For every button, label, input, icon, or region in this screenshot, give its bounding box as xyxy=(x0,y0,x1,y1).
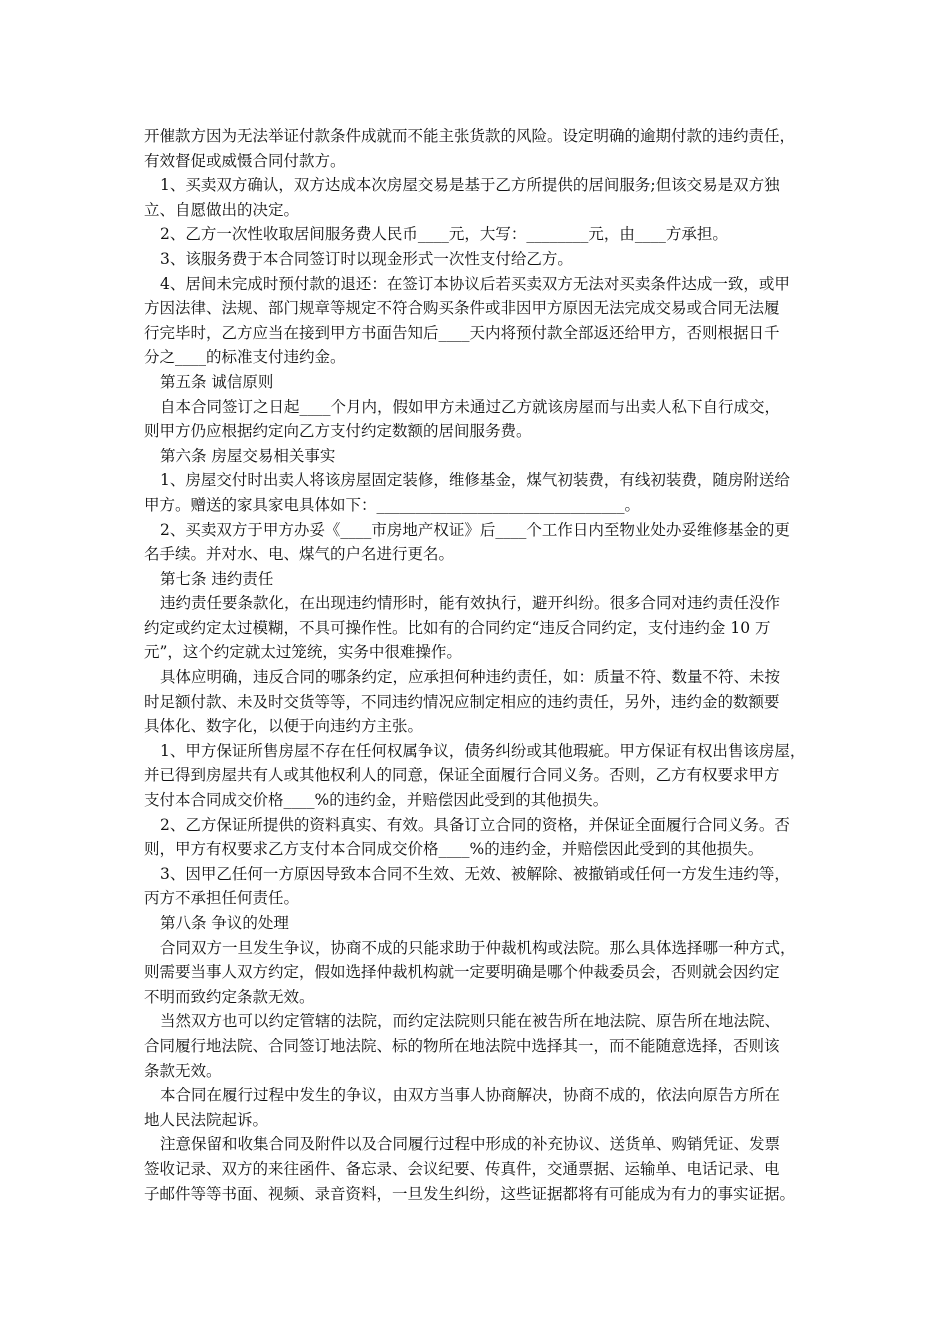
text-line: 名手续。并对水、电、煤气的户名进行更名。 xyxy=(144,545,455,564)
text-line: 1、房屋交付时出卖人将该房屋固定装修，维修基金，煤气初装费，有线初装费，随房附送给 xyxy=(160,471,790,490)
text-line: 当然双方也可以约定管辖的法院，而约定法院则只能在被告所在地法院、原告所在地法院、 xyxy=(160,1012,781,1031)
text-line: 具体化、数字化，以便于向违约方主张。 xyxy=(144,717,424,736)
text-line: 元”，这个约定就太过笼统，实务中很难操作。 xyxy=(144,643,462,662)
text-line: 有效督促或威慑合同付款方。 xyxy=(144,151,346,170)
text-line: 本合同在履行过程中发生的争议，由双方当事人协商解决，协商不成的，依法向原告方所在 xyxy=(160,1086,781,1105)
text-line: 2、买卖双方于甲方办妥《____市房地产权证》后____个工作日内至物业处办妥维修基金的更 xyxy=(160,520,790,539)
text-line: 地人民法院起诉。 xyxy=(144,1110,269,1129)
text-line: 具体应明确，违反合同的哪条约定，应承担何种违约责任，如：质量不符、数量不符、未按 xyxy=(160,668,781,687)
text-line: 立、自愿做出的决定。 xyxy=(144,200,300,219)
text-line: 合同双方一旦发生争议，协商不成的只能求助于仲裁机构或法院。那么具体选择哪一种方式， xyxy=(160,938,796,957)
text-line: 自本合同签订之日起____个月内，假如甲方未通过乙方就该房屋而与出卖人私下自行成交， xyxy=(160,397,781,416)
document-body xyxy=(144,124,814,1206)
text-line: 约定或约定太过模糊，不具可操作性。比如有的合同约定“违反合同约定，支付违约金 10 万 xyxy=(144,618,771,637)
text-line: 甲方。赠送的家具家电具体如下：________________________________。 xyxy=(144,495,641,514)
text-line: 不明而致约定条款无效。 xyxy=(144,987,315,1006)
text-line: 2、乙方一次性收取居间服务费人民币____元，大写：________元，由____方承担。 xyxy=(160,225,728,244)
text-line: 第五条 诚信原则 xyxy=(160,372,274,391)
text-line: 3、该服务费于本合同签订时以现金形式一次性支付给乙方。 xyxy=(160,249,573,268)
text-line: 丙方不承担任何责任。 xyxy=(144,889,300,908)
text-line: 4、居间未完成时预付款的退还：在签订本协议后若买卖双方无法对买卖条件达成一致，或甲 xyxy=(160,274,790,293)
text-line: 条款无效。 xyxy=(144,1061,222,1080)
text-line: 分之____的标准支付违约金。 xyxy=(144,348,346,367)
text-line: 1、甲方保证所售房屋不存在任何权属争议，债务纠纷或其他瑕疵。甲方保证有权出售该房屋， xyxy=(160,741,806,760)
text-line: 1、买卖双方确认，双方达成本次房屋交易是基于乙方所提供的居间服务;但该交易是双方独 xyxy=(160,176,780,195)
text-line: 合同履行地法院、合同签订地法院、标的物所在地法院中选择其一，而不能随意选择，否则该 xyxy=(144,1036,780,1055)
text-line: 行完毕时，乙方应当在接到甲方书面告知后____天内将预付款全部返还给甲方，否则根据日千 xyxy=(144,323,780,342)
text-line: 则甲方仍应根据约定向乙方支付约定数额的居间服务费。 xyxy=(144,422,532,441)
text-line: 第七条 违约责任 xyxy=(160,569,274,588)
text-line: 并已得到房屋共有人或其他权利人的同意，保证全面履行合同义务。否则，乙方有权要求甲方 xyxy=(144,766,780,785)
text-line: 时足额付款、未及时交货等等，不同违约情况应制定相应的违约责任，另外，违约金的数额要 xyxy=(144,692,780,711)
text-line: 则，甲方有权要求乙方支付本合同成交价格____%的违约金，并赔偿因此受到的其他损失。 xyxy=(144,840,764,859)
text-line: 子邮件等等书面、视频、录音资料，一旦发生纠纷，这些证据都将有可能成为有力的事实证据。 xyxy=(144,1184,796,1203)
text-line: 签收记录、双方的来往函件、备忘录、会议纪要、传真件，交通票据、运输单、电话记录、电 xyxy=(144,1159,780,1178)
text-line: 注意保留和收集合同及附件以及合同履行过程中形成的补充协议、送货单、购销凭证、发票 xyxy=(160,1135,781,1154)
text-line: 3、因甲乙任何一方原因导致本合同不生效、无效、被解除、被撤销或任何一方发生违约等， xyxy=(160,864,790,883)
text-line: 第八条 争议的处理 xyxy=(160,914,289,932)
text-line: 开催款方因为无法举证付款条件成就而不能主张货款的风险。设定明确的逾期付款的违约责任， xyxy=(144,127,796,145)
text-line: 违约责任要条款化，在出现违约情形时，能有效执行，避开纠纷。很多合同对违约责任没作 xyxy=(160,594,781,613)
text-line: 第六条 房屋交易相关事实 xyxy=(160,446,336,465)
text-line: 则需要当事人双方约定，假如选择仲裁机构就一定要明确是哪个仲裁委员会，否则就会因约定 xyxy=(144,963,780,982)
text-line: 方因法律、法规、部门规章等规定不符合购买条件或非因甲方原因无法完成交易或合同无法履 xyxy=(144,299,780,318)
text-line: 支付本合同成交价格____%的违约金，并赔偿因此受到的其他损失。 xyxy=(144,791,609,810)
text-line: 2、乙方保证所提供的资料真实、有效。具备订立合同的资格，并保证全面履行合同义务。否 xyxy=(160,815,790,834)
